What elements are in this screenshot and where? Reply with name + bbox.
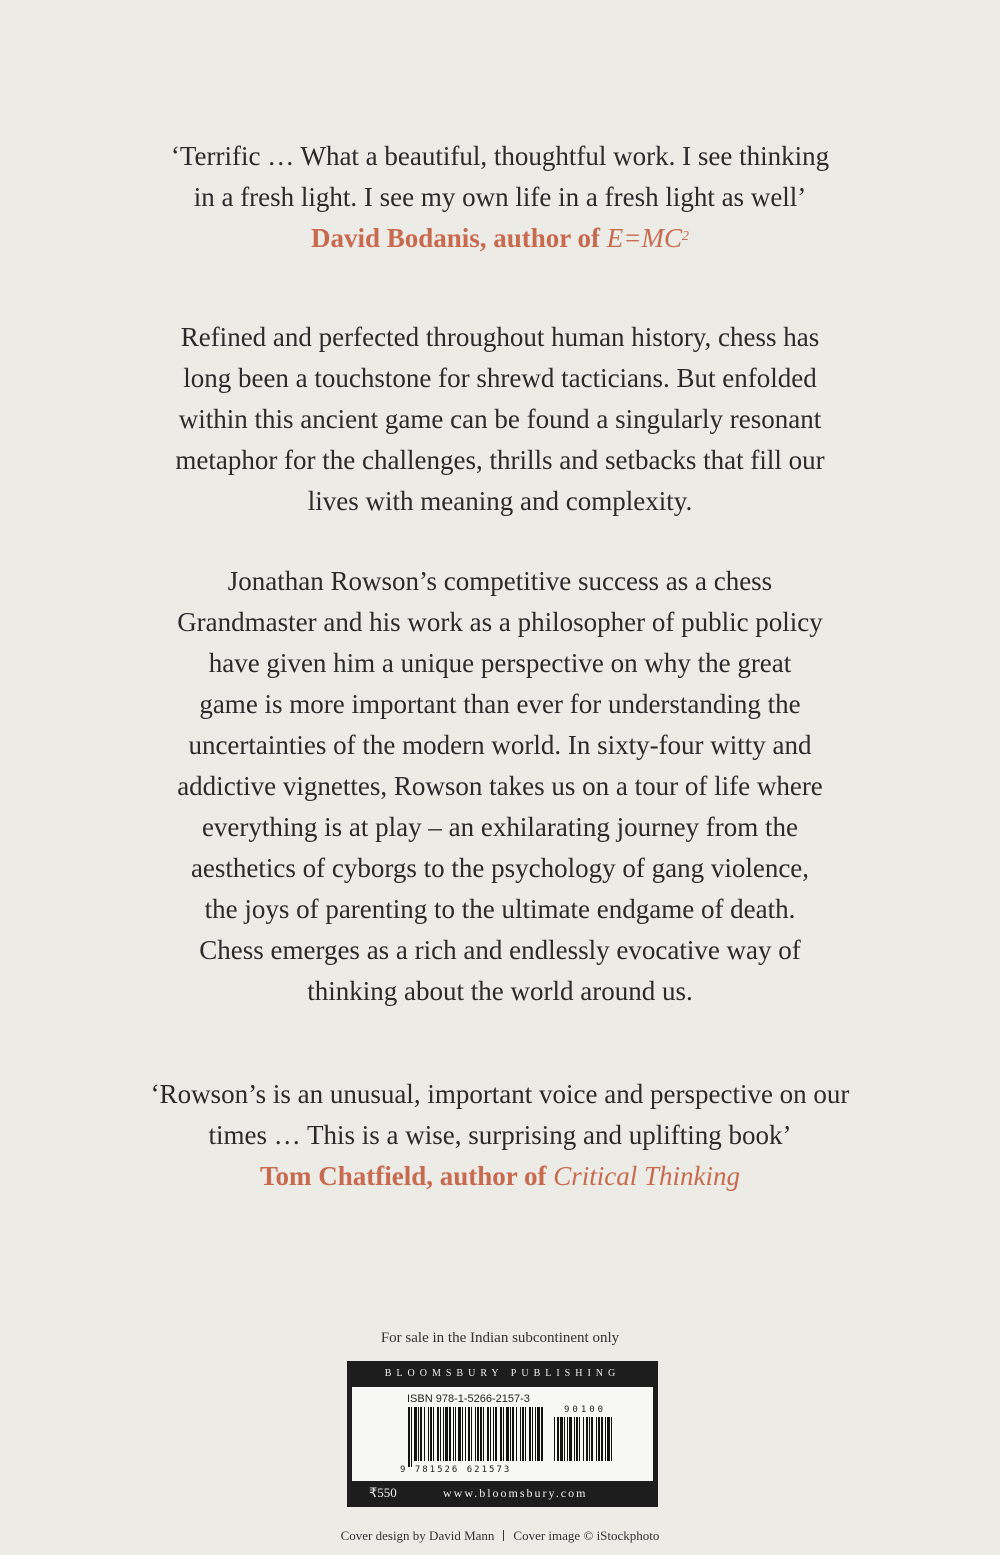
quote-attribution <box>0 1156 1000 1197</box>
isbn-label: ISBN 978-1-5266-2157-3 <box>407 1393 530 1405</box>
barcode-bar <box>487 1407 489 1461</box>
addon-bar <box>589 1417 590 1461</box>
barcode-bar <box>522 1407 524 1461</box>
barcode-bar <box>414 1407 417 1461</box>
addon-bar <box>598 1417 600 1461</box>
barcode-bar <box>516 1407 517 1461</box>
barcode-bar <box>408 1407 410 1467</box>
quote-line: in a fresh light. I see my own life in a fresh light as well’ <box>193 182 807 212</box>
barcode-bar <box>477 1407 479 1461</box>
blurb-line: the joys of parenting to the ultimate endgame of death. <box>204 894 796 924</box>
addon-bar <box>586 1417 588 1461</box>
blurb-paragraph-2 <box>0 561 1000 1012</box>
addon-bar <box>554 1417 555 1461</box>
attribution-prefix: Tom Chatfield, author of <box>259 1161 554 1191</box>
addon-bar <box>576 1417 578 1461</box>
barcode-bar <box>475 1407 476 1461</box>
cover-credits <box>0 1528 1000 1544</box>
barcode-bar <box>411 1407 412 1467</box>
attribution-book-title: E=MC <box>606 223 683 253</box>
blurb-line: within this ancient game can be found a singularly resonant <box>178 404 822 434</box>
blurb-line: addictive vignettes, Rowson takes us on a tour of life where <box>177 771 823 801</box>
addon-bar <box>601 1417 603 1461</box>
barcode-panel <box>347 1361 658 1507</box>
addon-bar <box>605 1417 606 1461</box>
blurb-line: game is more important than ever for understanding the <box>199 689 801 719</box>
image-credit: Cover image © iStockphoto <box>513 1528 660 1543</box>
blurb-paragraph-1 <box>0 317 1000 522</box>
barcode-bar <box>529 1407 531 1461</box>
review-quote-chatfield <box>0 1074 1000 1197</box>
addon-bar <box>611 1417 612 1461</box>
review-quote-bodanis <box>0 136 1000 259</box>
barcode-bar <box>462 1407 463 1461</box>
quote-attribution <box>0 218 1000 259</box>
barcode-bar <box>510 1407 511 1461</box>
barcode-bar <box>433 1407 434 1461</box>
design-credit: Cover design by David Mann <box>340 1528 495 1543</box>
addon-bar <box>567 1417 568 1461</box>
barcode-bar <box>428 1407 429 1461</box>
addon-number: 90100 <box>564 1405 607 1415</box>
barcode-bar <box>495 1407 497 1461</box>
quote-line: ‘Terrific … What a beautiful, thoughtful work. I see thinking <box>170 141 830 171</box>
barcode-bar <box>541 1407 543 1461</box>
addon-bar <box>591 1417 593 1461</box>
sale-notice: For sale in the Indian subcontinent only <box>380 1330 620 1346</box>
barcode-bar <box>440 1407 441 1461</box>
blurb-line: uncertainties of the modern world. In sixty-four witty and <box>188 730 812 760</box>
barcode-area <box>352 1387 653 1481</box>
blurb-line: thinking about the world around us. <box>307 976 693 1006</box>
barcode-bar <box>493 1407 494 1461</box>
barcode-bar <box>500 1407 502 1461</box>
addon-bar <box>596 1417 597 1461</box>
ean-number: 9 781526 621573 <box>400 1465 512 1475</box>
addon-bar <box>560 1417 563 1461</box>
barcode-bar <box>455 1407 456 1461</box>
barcode-bar <box>449 1407 451 1461</box>
blurb-line: have given him a unique perspective on why the great <box>208 648 792 678</box>
barcode-bar <box>437 1407 439 1461</box>
addon-bar <box>569 1417 572 1461</box>
barcode-bar <box>443 1407 444 1461</box>
barcode-bar <box>506 1407 509 1461</box>
price-label: ₹550 <box>369 1485 397 1500</box>
blurb-line: long been a touchstone for shrewd tacticians. But enfolded <box>183 363 817 393</box>
blurb-line: Grandmaster and his work as a philosopher of public policy <box>177 607 823 637</box>
quote-line: times … This is a wise, surprising and uplifting book’ <box>208 1120 792 1150</box>
barcode-bar <box>471 1407 472 1461</box>
blurb-line: aesthetics of cyborgs to the psychology of gang violence, <box>190 853 810 883</box>
addon-bar <box>557 1417 559 1461</box>
blurb-line: metaphor for the challenges, thrills and setbacks that fill our <box>175 445 825 475</box>
attribution-prefix: David Bodanis, author of <box>310 223 607 253</box>
barcode-bar <box>458 1407 461 1461</box>
blurb-line: Refined and perfected throughout human history, chess has <box>180 322 820 352</box>
barcode-bar <box>420 1407 422 1461</box>
barcode-bar <box>512 1407 514 1461</box>
blurb-line: lives with meaning and complexity. <box>307 486 693 516</box>
barcode-bar <box>525 1407 526 1461</box>
addon-bar <box>564 1417 565 1461</box>
attribution-book-title: Critical Thinking <box>553 1161 741 1191</box>
addon-bar <box>579 1417 580 1461</box>
barcode-bar <box>537 1407 540 1461</box>
barcode-bar <box>532 1407 533 1461</box>
publisher-label: BLOOMSBURY PUBLISHING <box>384 1368 621 1379</box>
website-label: www.bloomsbury.com <box>443 1486 588 1500</box>
barcode-bar <box>490 1407 491 1461</box>
barcode-bar <box>424 1407 425 1461</box>
barcode-footer <box>347 1481 658 1507</box>
blurb-line: everything is at play – an exhilarating journey from the <box>201 812 799 842</box>
barcode-bar <box>430 1407 432 1461</box>
blurb-line: Chess emerges as a rich and endlessly evocative way of <box>199 935 801 965</box>
addon-bar <box>607 1417 610 1461</box>
barcode-bar <box>418 1407 419 1461</box>
addon-bar <box>583 1417 584 1461</box>
barcode-bar <box>445 1407 448 1461</box>
barcode-bar <box>483 1407 484 1461</box>
quote-line: ‘Rowson’s is an unusual, important voice and perspective on our <box>150 1079 850 1109</box>
attribution-superscript: 2 <box>682 229 690 244</box>
barcode-bar <box>465 1407 466 1461</box>
credit-separator <box>503 1530 504 1541</box>
barcode-bar <box>503 1407 504 1461</box>
barcode-bar <box>535 1407 536 1461</box>
barcode-bar <box>453 1407 454 1461</box>
barcode-bar <box>520 1407 521 1461</box>
blurb-line: Jonathan Rowson’s competitive success as a chess <box>227 566 773 596</box>
barcode-bar <box>468 1407 470 1461</box>
barcode-bar <box>480 1407 482 1461</box>
addon-bar <box>574 1417 575 1461</box>
